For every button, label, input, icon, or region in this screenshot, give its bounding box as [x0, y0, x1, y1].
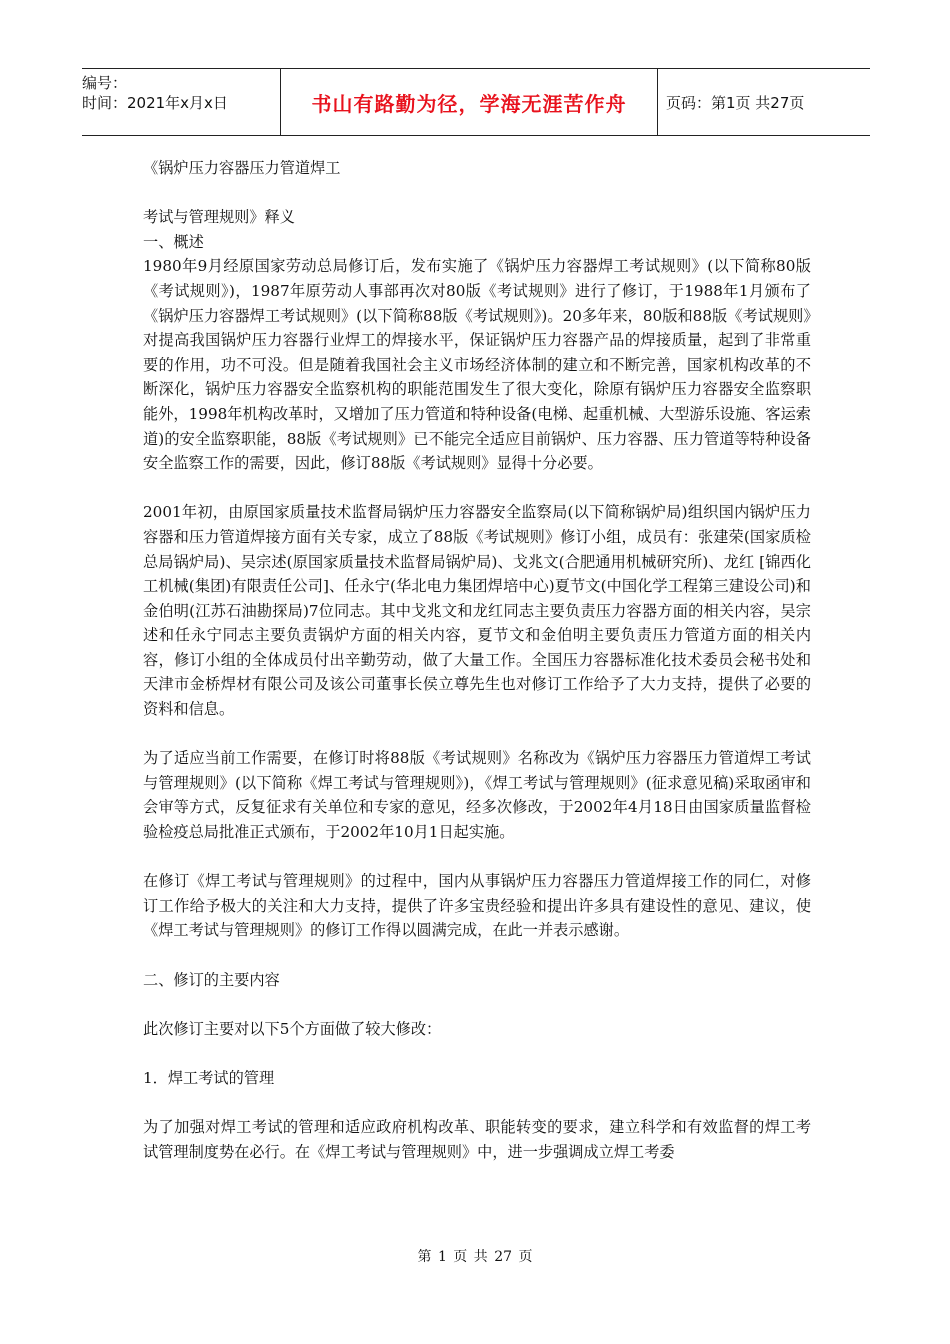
date-label: 时间：2021年x月x日 [82, 94, 228, 112]
page-header [82, 68, 870, 136]
paragraph: 2001年初，由原国家质量技术监督局锅炉压力容器安全监察局(以下简称锅炉局)组织国内锅炉压力容器和压力管道焊接方面有关专家，成立了88版《考试规则》修订小组，成员有：张建荣(国家质检总局锅炉局)、吴宗述(原国家质量技术监督局锅炉局)、戈兆文(合肥通用机械研究所)、龙红 [锦西化工机械(集团)有限责任公司]、任永宁(华北电力集团焊培中心)夏节文(中国化学工程第三建设公司)和金伯明(江苏石油勘探局)7位同志。其中戈兆文和龙红同志主要负责压力容器方面的相关内容，吴宗述和任永宁同志主要负责锅炉方面的相关内容，夏节文和金伯明主要负责压力管道方面的相关内容，修订小组的全体成员付出辛勤劳动，做了大量工作。全国压力容器标准化技术委员会秘书处和天津市金桥焊材有限公司及该公司董事长侯立尊先生也对修订工作给予了大力支持，提供了必要的资料和信息。 [143, 503, 811, 719]
paragraph: 此次修订主要对以下5个方面做了较大修改： [143, 1019, 442, 1038]
document-title-line-1: 《锅炉压力容器压力管道焊工 [143, 159, 341, 177]
header-slogan: 书山有路勤为径，学海无涯苦作舟 [280, 69, 658, 135]
doc-number-label: 编号： [82, 74, 128, 92]
section-heading-revisions: 二、修订的主要内容 [143, 970, 280, 989]
item-heading: 1．焊工考试的管理 [143, 1068, 275, 1087]
paragraph: 1980年9月经原国家劳动总局修订后，发布实施了《锅炉压力容器焊工考试规则》(以下简称80版《考试规则》)，1987年原劳动人事部再次对80版《考试规则》进行了修订，于1988年1月颁布了《锅炉压力容器焊工考试规则》(以下简称88版《考试规则》)。20多年来，80版和88版《考试规则》对提高我国锅炉压力容器行业焊工的焊接水平，保证锅炉压力容器产品的焊接质量，起到了非常重要的作用，功不可没。但是随着我国社会主义市场经济体制的建立和不断完善，国家机构改革的不断深化，锅炉压力容器安全监察机构的职能范围发生了很大变化，除原有锅炉压力容器安全监察职能外，1998年机构改革时，又增加了压力管道和特种设备(电梯、起重机械、大型游乐设施、客运索道)的安全监察职能，88版《考试规则》已不能完全适应目前锅炉、压力容器、压力管道等特种设备安全监察工作的需要，因此，修订88版《考试规则》显得十分必要。 [143, 257, 811, 473]
document-body [143, 156, 811, 1164]
paragraph: 为了加强对焊工考试的管理和适应政府机构改革、职能转变的要求，建立科学和有效监督的焊工考试管理制度势在必行。在《焊工考试与管理规则》中，进一步强调成立焊工考委 [143, 1118, 811, 1161]
paragraph: 为了适应当前工作需要，在修订时将88版《考试规则》名称改为《锅炉压力容器压力管道焊工考试与管理规则》(以下简称《焊工考试与管理规则》)，《焊工考试与管理规则》(征求意见稿)采取函审和会审等方式，反复征求有关单位和专家的意见，经多次修改，于2002年4月18日由国家质量监督检验检疫总局批准正式颁布，于2002年10月1日起实施。 [143, 749, 811, 842]
paragraph: 在修订《焊工考试与管理规则》的过程中，国内从事锅炉压力容器压力管道焊接工作的同仁，对修订工作给予极大的关注和大力支持，提供了许多宝贵经验和提出许多具有建设性的意见、建议，使《焊工考试与管理规则》的修订工作得以圆满完成，在此一并表示感谢。 [143, 872, 811, 940]
document-title-line-2: 考试与管理规则》释义 [143, 208, 295, 227]
section-heading-overview: 一、概述 [143, 232, 204, 251]
header-page-info: 页码：第1页 共27页 [666, 93, 805, 112]
header-meta [82, 69, 280, 139]
page-footer: 第 1 页 共 27 页 [417, 1249, 533, 1265]
